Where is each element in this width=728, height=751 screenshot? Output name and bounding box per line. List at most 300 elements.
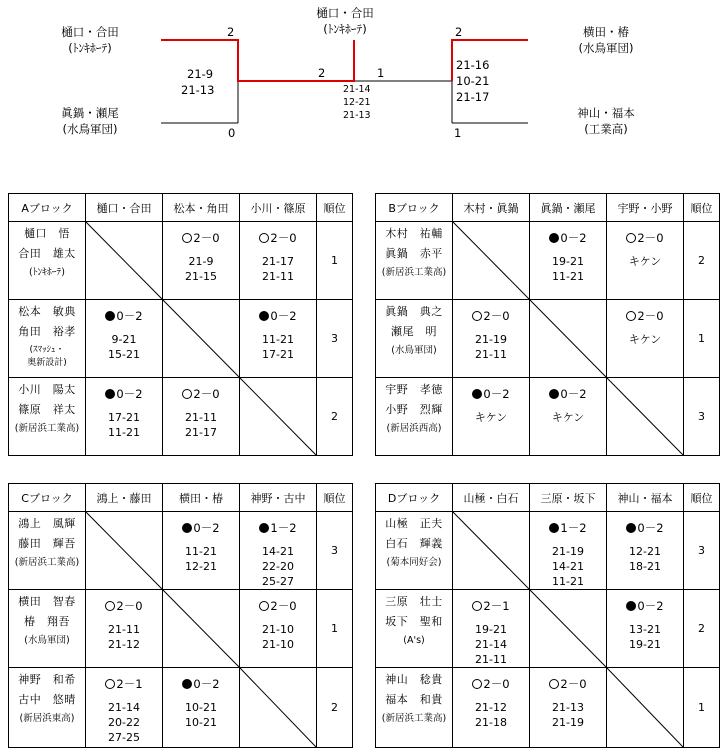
- block-header-row: [9, 194, 353, 222]
- table-row: [376, 378, 720, 456]
- rank-header: 順位: [684, 194, 720, 222]
- team-name: (ﾄﾝｷﾎｰﾃ): [29, 267, 65, 278]
- game-score: 11-21: [185, 545, 217, 558]
- player-2-name: 角田 裕孝: [18, 325, 76, 338]
- match-result: [163, 222, 240, 300]
- block-title: Bブロック: [376, 194, 453, 222]
- result-summary: [240, 308, 316, 324]
- player-1-name: 神山 稔貴: [385, 673, 443, 686]
- bracket-final-left-score: 2: [318, 66, 326, 80]
- team-name: (水鳥軍団): [391, 345, 437, 356]
- match-result: [86, 378, 163, 456]
- game-score: 25-27: [262, 575, 294, 588]
- game-score: 19-21: [475, 623, 507, 636]
- block-title: Aブロック: [9, 194, 86, 222]
- game-score: 10-21: [185, 701, 217, 714]
- block-header-row: [9, 484, 353, 512]
- diagonal-line: [86, 222, 162, 299]
- rank-header: 順位: [317, 194, 353, 222]
- spacer: [240, 324, 316, 332]
- player-1-name: 松本 敏典: [18, 305, 76, 318]
- game-score: 21-13: [552, 701, 584, 714]
- win-mark-icon: [105, 679, 115, 689]
- pair-names: [9, 512, 86, 590]
- pair-names: [9, 378, 86, 456]
- spacer: [530, 536, 606, 544]
- bracket-champion-name: 樋口・合田: [316, 6, 374, 20]
- self-match-cell: [530, 300, 607, 378]
- set-score: 0－2: [560, 231, 587, 245]
- self-match-cell: [163, 590, 240, 668]
- player-2-name: 瀬尾 明: [391, 325, 437, 338]
- table-row: [376, 668, 720, 748]
- game-score: 22-20: [262, 560, 294, 573]
- set-score: 0－2: [193, 677, 220, 691]
- spacer: [240, 246, 316, 254]
- match-result: [163, 668, 240, 748]
- result-summary: [163, 386, 239, 402]
- diagonal-line: [163, 300, 239, 377]
- self-match-cell: [530, 590, 607, 668]
- bracket-upper-left-team: (ﾄﾝｷﾎｰﾃ): [68, 41, 112, 55]
- diagonal-line: [607, 378, 683, 455]
- column-header: 木村・眞鍋: [453, 194, 530, 222]
- result-summary: [530, 520, 606, 536]
- game-score: 18-21: [629, 560, 661, 573]
- spacer: [530, 402, 606, 410]
- bracket-lower-left-team: (水鳥軍団): [62, 122, 118, 136]
- spacer: [607, 246, 683, 254]
- loss-mark-icon: [259, 523, 269, 533]
- diagonal-line: [86, 512, 162, 589]
- block-header-row: [376, 194, 720, 222]
- loss-mark-icon: [259, 311, 269, 321]
- set-score: 2－0: [116, 599, 143, 613]
- set-score: 0－2: [116, 309, 143, 323]
- pair-names: [376, 512, 453, 590]
- result-summary: [240, 230, 316, 246]
- loss-mark-icon: [549, 233, 559, 243]
- game-score: 21-17: [185, 426, 217, 439]
- player-1-name: 山極 正夫: [385, 517, 443, 530]
- bracket-left-score-2: 21-13: [181, 83, 215, 97]
- bracket-upper-right-score: 2: [455, 25, 463, 39]
- loss-mark-icon: [105, 389, 115, 399]
- match-result: [530, 512, 607, 590]
- spacer: [163, 536, 239, 544]
- team-name: (新居浜工業高): [14, 423, 80, 434]
- table-row: [9, 300, 353, 378]
- self-match-cell: [607, 668, 684, 748]
- win-mark-icon: [472, 311, 482, 321]
- loss-mark-icon: [549, 523, 559, 533]
- loss-mark-icon: [549, 389, 559, 399]
- game-score: 14-21: [262, 545, 294, 558]
- game-score: 21-18: [475, 716, 507, 729]
- win-mark-icon: [472, 601, 482, 611]
- loss-mark-icon: [182, 679, 192, 689]
- bracket-lower-left-score: 0: [228, 126, 236, 140]
- diagonal-line: [240, 378, 316, 455]
- win-mark-icon: [105, 601, 115, 611]
- rank-value: 2: [684, 590, 720, 668]
- diagonal-line: [453, 222, 529, 299]
- spacer: [86, 324, 162, 332]
- team-name: (新居浜工業高): [381, 713, 447, 724]
- game-score: 17-21: [262, 348, 294, 361]
- result-summary: [530, 386, 606, 402]
- bracket-upper-left-score: 2: [227, 25, 235, 39]
- self-match-cell: [453, 512, 530, 590]
- game-score: 17-21: [108, 411, 140, 424]
- column-header: 小川・篠原: [240, 194, 317, 222]
- rank-value: 3: [317, 512, 353, 590]
- set-score: 0－2: [193, 521, 220, 535]
- player-2-name: 福本 和貴: [385, 693, 443, 706]
- win-mark-icon: [472, 679, 482, 689]
- bracket-champion-team: (ﾄﾝｷﾎｰﾃ): [323, 22, 367, 36]
- player-1-name: 横田 智春: [18, 595, 76, 608]
- game-score: 13-21: [629, 623, 661, 636]
- set-score: 2－0: [193, 231, 220, 245]
- block-title: Cブロック: [9, 484, 86, 512]
- game-score: 15-21: [108, 348, 140, 361]
- pair-names: [9, 300, 86, 378]
- pair-names: [9, 590, 86, 668]
- game-score: 21-15: [185, 270, 217, 283]
- player-2-name: 古中 悠晴: [18, 693, 76, 706]
- loss-mark-icon: [626, 523, 636, 533]
- column-header: 眞鍋・瀬尾: [530, 194, 607, 222]
- team-name: (ｽﾏｯｼｭ・: [29, 345, 65, 355]
- set-score: 0－2: [270, 309, 297, 323]
- team-name: (A's): [403, 635, 425, 646]
- game-score: 21-19: [475, 333, 507, 346]
- column-header: 神山・福本: [607, 484, 684, 512]
- result-summary: [530, 676, 606, 692]
- set-score: 2－0: [560, 677, 587, 691]
- game-score: キケン: [628, 255, 662, 268]
- bracket-right-score-3: 21-17: [456, 90, 490, 104]
- result-summary: [86, 598, 162, 614]
- match-result: [453, 590, 530, 668]
- bracket-right-score-2: 10-21: [456, 74, 490, 88]
- table-row: [9, 668, 353, 748]
- game-score: 21-11: [108, 623, 140, 636]
- diagonal-line: [607, 668, 683, 747]
- set-score: 0－2: [116, 387, 143, 401]
- game-score: キケン: [551, 411, 585, 424]
- set-score: 2－0: [637, 309, 664, 323]
- game-score: 21-12: [108, 638, 140, 651]
- block-table-3: [8, 483, 353, 748]
- match-result: [163, 512, 240, 590]
- win-mark-icon: [182, 233, 192, 243]
- table-row: [9, 512, 353, 590]
- team-name: (新居浜工業高): [14, 557, 80, 568]
- win-mark-icon: [549, 679, 559, 689]
- game-score: 21-11: [185, 411, 217, 424]
- spacer: [163, 692, 239, 700]
- set-score: 1－2: [560, 521, 587, 535]
- diagonal-line: [530, 590, 606, 667]
- team-name: (水鳥軍団): [24, 635, 70, 646]
- rank-value: 2: [317, 668, 353, 748]
- team-name: (新居浜西高): [386, 423, 442, 434]
- rank-value: 3: [317, 300, 353, 378]
- win-mark-icon: [626, 233, 636, 243]
- bracket-upper-right-name: 横田・椿: [583, 25, 629, 39]
- result-summary: [607, 230, 683, 246]
- bracket-lower-left-name: 眞鍋・瀬尾: [61, 106, 119, 120]
- player-2-name: 坂下 聖和: [385, 615, 443, 628]
- match-result: [240, 300, 317, 378]
- win-mark-icon: [259, 233, 269, 243]
- player-1-name: 小川 陽太: [18, 383, 76, 396]
- win-mark-icon: [182, 389, 192, 399]
- game-score: 10-21: [185, 716, 217, 729]
- rank-value: 1: [317, 590, 353, 668]
- game-score: 11-21: [108, 426, 140, 439]
- pair-names: [376, 222, 453, 300]
- column-header: 樋口・合田: [86, 194, 163, 222]
- diagonal-line: [453, 512, 529, 589]
- player-1-name: 樋口 悟: [24, 227, 70, 240]
- result-summary: [453, 386, 529, 402]
- bracket-lower-right-team: (工業高): [584, 122, 628, 136]
- pair-names: [376, 668, 453, 748]
- table-row: [376, 300, 720, 378]
- table-row: [376, 222, 720, 300]
- match-result: [453, 378, 530, 456]
- pair-names: [9, 668, 86, 748]
- spacer: [240, 614, 316, 622]
- column-header: 宇野・小野: [607, 194, 684, 222]
- diagonal-line: [240, 668, 316, 747]
- team-name: (新居浜東高): [19, 713, 75, 724]
- result-summary: [607, 520, 683, 536]
- match-result: [86, 668, 163, 748]
- table-row: [9, 378, 353, 456]
- loss-mark-icon: [105, 311, 115, 321]
- pair-names: [376, 300, 453, 378]
- game-score: 21-11: [475, 348, 507, 361]
- set-score: 2－1: [116, 677, 143, 691]
- column-header: 神野・古中: [240, 484, 317, 512]
- self-match-cell: [240, 378, 317, 456]
- game-score: 21-11: [262, 270, 294, 283]
- game-score: 9-21: [111, 333, 137, 346]
- spacer: [86, 614, 162, 622]
- win-mark-icon: [626, 311, 636, 321]
- set-score: 0－2: [560, 387, 587, 401]
- rank-value: 2: [684, 222, 720, 300]
- block-table-2: [375, 193, 720, 456]
- set-score: 0－2: [637, 521, 664, 535]
- block-title: Dブロック: [376, 484, 453, 512]
- game-score: 19-21: [552, 255, 584, 268]
- diagonal-line: [163, 590, 239, 667]
- game-score: 21-14: [475, 638, 507, 651]
- rank-value: 1: [684, 300, 720, 378]
- game-score: キケン: [628, 333, 662, 346]
- match-result: [240, 512, 317, 590]
- result-summary: [163, 676, 239, 692]
- player-1-name: 三原 壮士: [385, 595, 443, 608]
- game-score: 21-19: [552, 716, 584, 729]
- spacer: [240, 536, 316, 544]
- spacer: [453, 614, 529, 622]
- column-header: 鴻上・藤田: [86, 484, 163, 512]
- bracket-final-score-3: 21-13: [343, 110, 371, 121]
- player-1-name: 木村 祐輔: [385, 227, 443, 240]
- loss-mark-icon: [182, 523, 192, 533]
- player-2-name: 合田 雄太: [18, 247, 76, 260]
- rank-value: 3: [684, 512, 720, 590]
- team-name: (菊本同好会): [386, 557, 442, 568]
- loss-mark-icon: [626, 601, 636, 611]
- spacer: [86, 402, 162, 410]
- column-header: 三原・坂下: [530, 484, 607, 512]
- team-name: (新居浜工業高): [381, 267, 447, 278]
- rank-header: 順位: [684, 484, 720, 512]
- rank-header: 順位: [317, 484, 353, 512]
- set-score: 2－0: [193, 387, 220, 401]
- result-summary: [453, 308, 529, 324]
- match-result: [240, 222, 317, 300]
- game-score: 19-21: [629, 638, 661, 651]
- player-2-name: 椿 翔吾: [24, 615, 70, 628]
- self-match-cell: [453, 222, 530, 300]
- match-result: [607, 512, 684, 590]
- game-score: 21-12: [475, 701, 507, 714]
- diagonal-line: [530, 300, 606, 377]
- game-score: 21-11: [475, 653, 507, 666]
- result-summary: [86, 308, 162, 324]
- spacer: [163, 402, 239, 410]
- player-2-name: 篠原 祥太: [18, 403, 76, 416]
- game-score: 11-21: [552, 575, 584, 588]
- player-2-name: 白石 輝義: [385, 537, 443, 550]
- set-score: 2－0: [483, 309, 510, 323]
- spacer: [453, 692, 529, 700]
- game-score: 14-21: [552, 560, 584, 573]
- bracket-left-score-1: 21-9: [187, 67, 214, 81]
- player-1-name: 眞鍋 典之: [385, 305, 443, 318]
- result-summary: [163, 520, 239, 536]
- block-header-row: [376, 484, 720, 512]
- column-header: 松本・角田: [163, 194, 240, 222]
- game-score: 21-17: [262, 255, 294, 268]
- pair-names: [376, 378, 453, 456]
- set-score: 0－2: [637, 599, 664, 613]
- spacer: [530, 692, 606, 700]
- team-name: 奥新設計): [27, 358, 67, 368]
- result-summary: [240, 598, 316, 614]
- set-score: 1－2: [270, 521, 297, 535]
- match-result: [86, 300, 163, 378]
- pair-names: [9, 222, 86, 300]
- game-score: 11-21: [552, 270, 584, 283]
- self-match-cell: [607, 378, 684, 456]
- game-score: 12-21: [629, 545, 661, 558]
- result-summary: [453, 676, 529, 692]
- bracket-lower-right-name: 神山・福本: [577, 106, 635, 120]
- set-score: 2－0: [637, 231, 664, 245]
- bracket-right-score-1: 21-16: [456, 58, 490, 72]
- rank-value: 2: [317, 378, 353, 456]
- spacer: [607, 536, 683, 544]
- loss-mark-icon: [472, 389, 482, 399]
- set-score: 2－1: [483, 599, 510, 613]
- table-row: [376, 512, 720, 590]
- bracket-upper-right-team: (水鳥軍団): [578, 41, 634, 55]
- match-result: [163, 378, 240, 456]
- result-summary: [86, 386, 162, 402]
- game-score: 20-22: [108, 716, 140, 729]
- player-2-name: 眞鍋 赤平: [385, 247, 443, 260]
- player-1-name: 鴻上 風輝: [18, 517, 76, 530]
- match-result: [453, 300, 530, 378]
- result-summary: [530, 230, 606, 246]
- table-row: [9, 222, 353, 300]
- bracket-lower-right-score: 1: [454, 126, 462, 140]
- match-result: [530, 222, 607, 300]
- match-result: [240, 590, 317, 668]
- self-match-cell: [86, 222, 163, 300]
- game-score: キケン: [474, 411, 508, 424]
- result-summary: [453, 598, 529, 614]
- game-score: 21-10: [262, 638, 294, 651]
- game-score: 21-9: [188, 255, 214, 268]
- column-header: 山極・白石: [453, 484, 530, 512]
- game-score: 27-25: [108, 731, 140, 744]
- result-summary: [240, 520, 316, 536]
- bracket-final-right-score: 1: [377, 66, 385, 80]
- table-row: [376, 590, 720, 668]
- result-summary: [607, 598, 683, 614]
- win-mark-icon: [259, 601, 269, 611]
- result-summary: [163, 230, 239, 246]
- bracket-final-score-1: 21-14: [343, 84, 371, 95]
- match-result: [607, 300, 684, 378]
- spacer: [453, 324, 529, 332]
- self-match-cell: [240, 668, 317, 748]
- match-result: [530, 378, 607, 456]
- rank-value: 1: [684, 668, 720, 748]
- match-result: [607, 222, 684, 300]
- spacer: [607, 324, 683, 332]
- match-result: [86, 590, 163, 668]
- set-score: 2－0: [270, 599, 297, 613]
- table-row: [9, 590, 353, 668]
- spacer: [607, 614, 683, 622]
- player-2-name: 藤田 輝吾: [18, 537, 76, 550]
- result-summary: [607, 308, 683, 324]
- spacer: [530, 246, 606, 254]
- bracket-upper-left-name: 樋口・合田: [61, 25, 119, 39]
- player-1-name: 宇野 孝徳: [385, 383, 443, 396]
- player-1-name: 神野 和希: [18, 673, 76, 686]
- column-header: 横田・椿: [163, 484, 240, 512]
- spacer: [163, 246, 239, 254]
- pair-names: [376, 590, 453, 668]
- match-result: [530, 668, 607, 748]
- rank-value: 1: [317, 222, 353, 300]
- block-table-1: [8, 193, 353, 456]
- game-score: 21-14: [108, 701, 140, 714]
- set-score: 2－0: [270, 231, 297, 245]
